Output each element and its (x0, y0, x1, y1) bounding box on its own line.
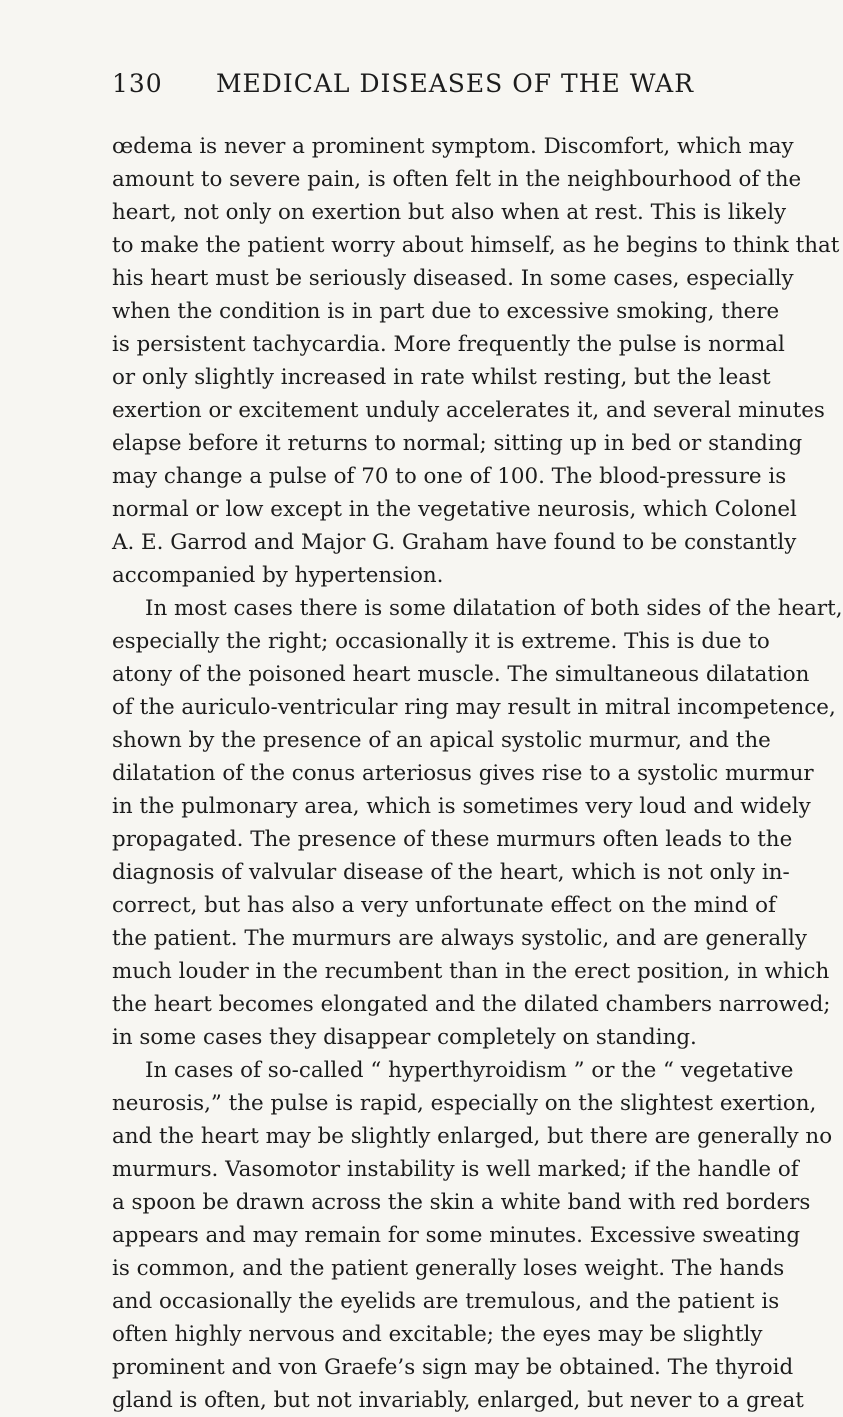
text-line: elapse before it returns to normal; sitting up in bed or standing (112, 431, 803, 456)
text-line: and occasionally the eyelids are tremulous, and the patient is (112, 1289, 780, 1314)
running-head (112, 66, 758, 102)
text-line: exertion or excitement unduly accelerates it, and several minutes (112, 398, 825, 423)
text-line: dilatation of the conus arteriosus gives rise to a systolic murmur (112, 761, 814, 786)
text-line: propagated. The presence of these murmurs often leads to the (112, 827, 793, 852)
page-number: 130 (112, 69, 163, 98)
text-line: atony of the poisoned heart muscle. The simultaneous dilatation (112, 662, 810, 687)
text-line: In cases of so-called “ hyperthyroidism ” or the “ vegetative (145, 1058, 794, 1083)
body-text (112, 130, 843, 1417)
text-line: is common, and the patient generally loses weight. The hands (112, 1256, 785, 1281)
text-line: amount to severe pain, is often felt in the neighbourhood of the (112, 167, 802, 192)
text-line: in some cases they disappear completely on standing. (112, 1025, 697, 1050)
text-line: to make the patient worry about himself, as he begins to think that (112, 233, 840, 258)
text-line: or only slightly increased in rate whilst resting, but the least (112, 365, 771, 390)
text-line: often highly nervous and excitable; the eyes may be slightly (112, 1322, 763, 1347)
text-line: shown by the presence of an apical systolic murmur, and the (112, 728, 771, 753)
text-line: and the heart may be slightly enlarged, but there are generally no (112, 1124, 833, 1149)
text-line: in the pulmonary area, which is sometimes very loud and widely (112, 794, 811, 819)
text-line: is persistent tachycardia. More frequently the pulse is normal (112, 332, 785, 357)
text-line: a spoon be drawn across the skin a white band with red borders (112, 1190, 811, 1215)
text-line: In most cases there is some dilatation of both sides of the heart, (145, 596, 843, 621)
text-line: the patient. The murmurs are always systolic, and are generally (112, 926, 807, 951)
text-line: when the condition is in part due to excessive smoking, there (112, 299, 780, 324)
text-line: œdema is never a prominent symptom. Discomfort, which may (112, 134, 794, 159)
text-line: of the auriculo-ventricular ring may result in mitral incompetence, (112, 695, 836, 720)
text-line: diagnosis of valvular disease of the heart, which is not only in- (112, 860, 790, 885)
text-line: murmurs. Vasomotor instability is well marked; if the handle of (112, 1157, 799, 1182)
text-line: accompanied by hypertension. (112, 563, 444, 588)
text-line: much louder in the recumbent than in the erect position, in which (112, 959, 830, 984)
text-line: A. E. Garrod and Major G. Graham have found to be constantly (112, 530, 797, 555)
text-line: normal or low except in the vegetative neurosis, which Colonel (112, 497, 797, 522)
text-line: appears and may remain for some minutes. Excessive sweating (112, 1223, 801, 1248)
text-line: correct, but has also a very unfortunate effect on the mind of (112, 893, 776, 918)
text-line: gland is often, but not invariably, enlarged, but never to a great (112, 1388, 804, 1413)
text-line: may change a pulse of 70 to one of 100. The blood-pressure is (112, 464, 787, 489)
text-line: especially the right; occasionally it is extreme. This is due to (112, 629, 770, 654)
text-line: prominent and von Graefe’s sign may be obtained. The thyroid (112, 1355, 794, 1380)
text-line: neurosis,” the pulse is rapid, especially on the slightest exertion, (112, 1091, 817, 1116)
text-line: the heart becomes elongated and the dilated chambers narrowed; (112, 992, 831, 1017)
text-line: his heart must be seriously diseased. In some cases, especially (112, 266, 794, 291)
text-line: heart, not only on exertion but also when at rest. This is likely (112, 200, 787, 225)
running-title: MEDICAL DISEASES OF THE WAR (215, 69, 695, 98)
